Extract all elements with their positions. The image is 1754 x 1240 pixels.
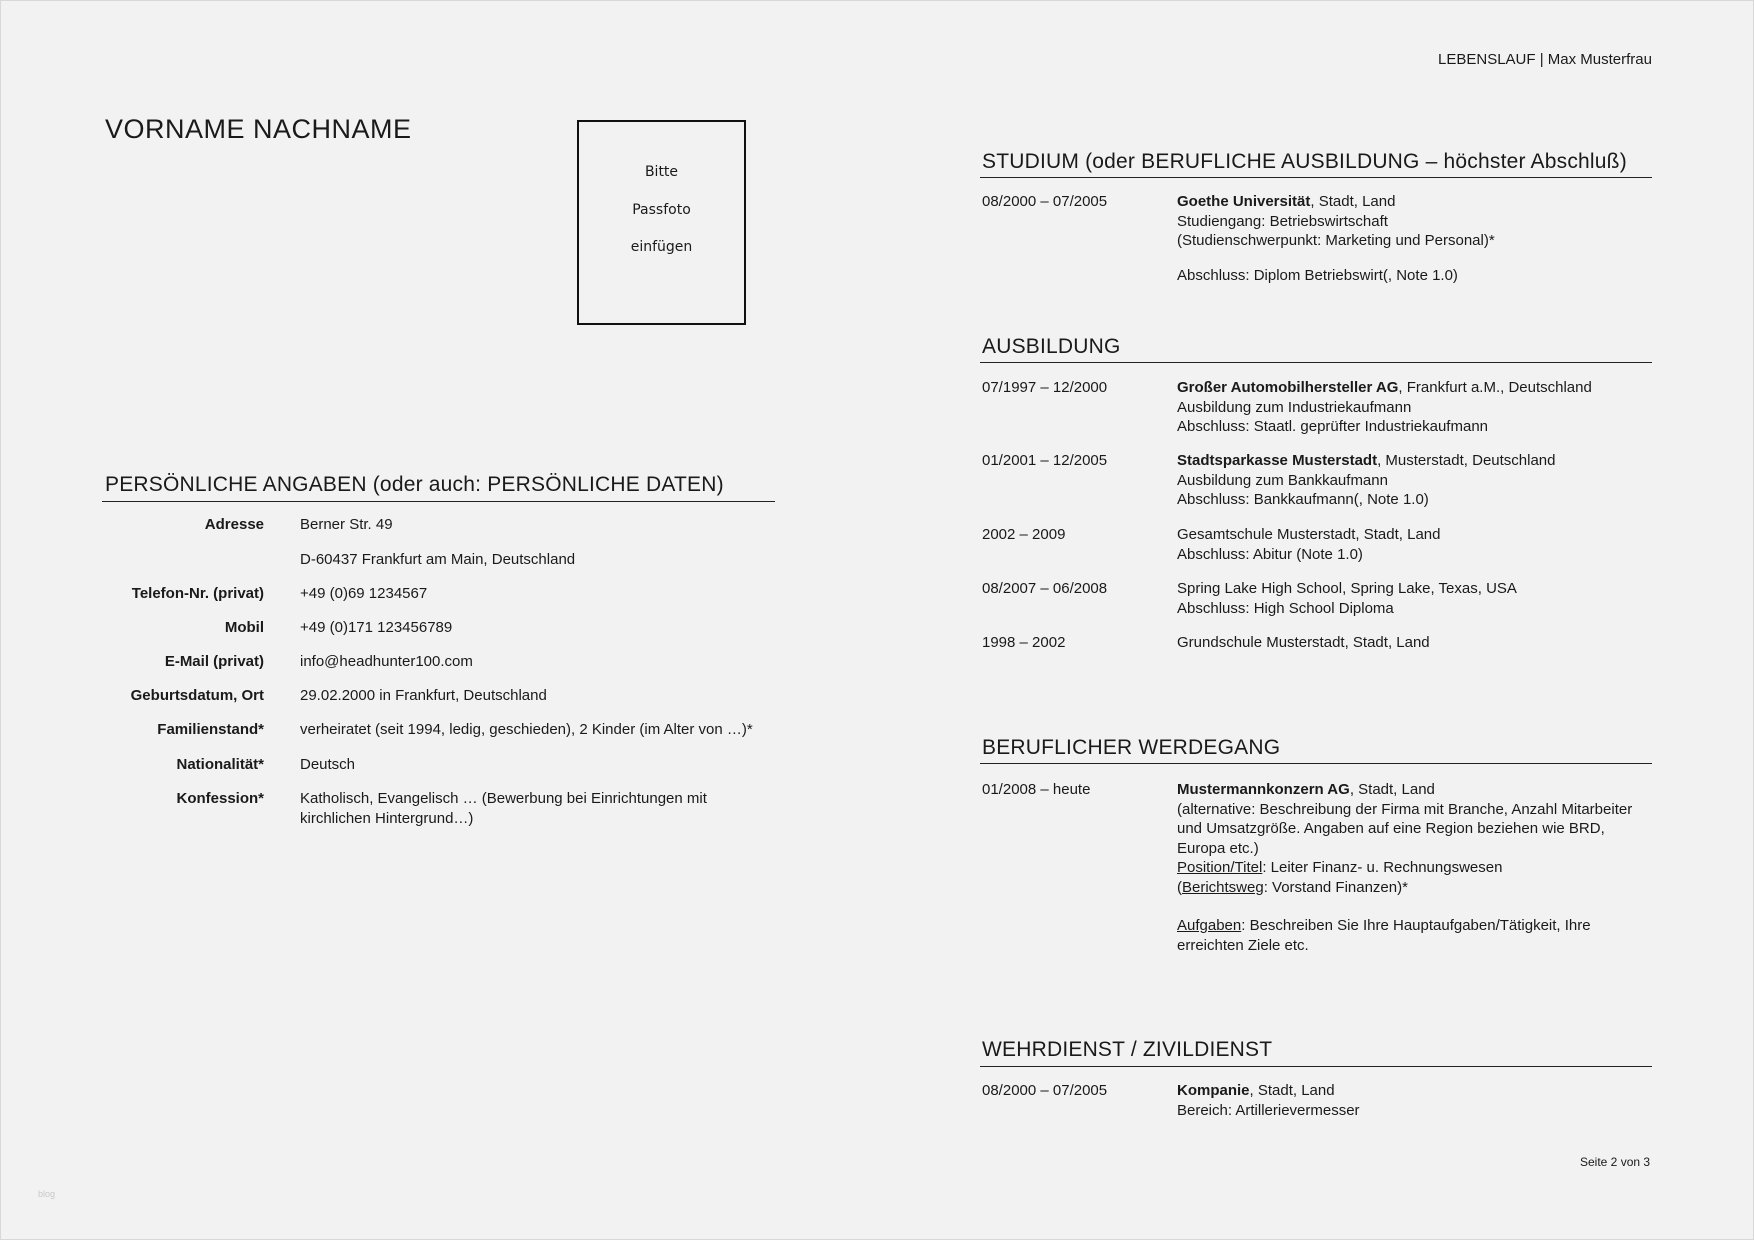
ausbildung-entry-2-line3: Abschluss: Bankkaufmann(, Note 1.0) xyxy=(1177,491,1429,508)
studium-org-location: , Stadt, Land xyxy=(1310,193,1396,210)
werdegang-org-location: , Stadt, Land xyxy=(1349,781,1435,798)
werdegang-tasks-label: Aufgaben xyxy=(1177,917,1242,934)
photo-text-line3: einfügen xyxy=(630,239,693,255)
value-mobile: +49 (0)171 123456789 xyxy=(300,619,453,636)
value-religion-line2: kirchlichen Hintergrund…) xyxy=(300,809,474,827)
wehrdienst-section-rule xyxy=(980,1066,1652,1067)
label-marital-status: Familienstand* xyxy=(157,721,264,738)
wehrdienst-area: Bereich: Artillerievermesser xyxy=(1177,1101,1360,1119)
value-nationality: Deutsch xyxy=(300,756,356,773)
ausbildung-entry-1 xyxy=(1177,378,1592,437)
personal-section-rule xyxy=(102,501,775,502)
ausbildung-entry-3 xyxy=(1177,525,1440,564)
label-birth: Geburtsdatum, Ort xyxy=(130,687,264,704)
ausbildung-entry-2-line2: Ausbildung zum Bankkaufmann xyxy=(1177,471,1388,489)
ausbildung-entry-1-line2: Ausbildung zum Industriekaufmann xyxy=(1177,398,1412,416)
label-religion: Konfession* xyxy=(176,790,264,807)
studium-degree: Abschluss: Diplom Betriebswirt(, Note 1.0) xyxy=(1177,266,1458,284)
wehrdienst-date: 08/2000 – 07/2005 xyxy=(982,1082,1108,1099)
ausbildung-entry-3-line2: Abschluss: Abitur (Note 1.0) xyxy=(1177,545,1363,563)
werdegang-desc-line3: Europa etc.) xyxy=(1177,839,1259,857)
ausbildung-entry-2-org: Stadtsparkasse Musterstadt xyxy=(1177,452,1378,469)
label-email: E-Mail (privat) xyxy=(164,653,264,670)
photo-text-line1: Bitte xyxy=(644,164,679,180)
werdegang-reporting-value: : Vorstand Finanzen)* xyxy=(1263,878,1408,896)
werdegang-desc-line1: (alternative: Beschreibung der Firma mit Branche, Anzahl Mitarbeiter xyxy=(1177,800,1633,818)
ausbildung-entry-1-date: 07/1997 – 12/2000 xyxy=(982,379,1108,396)
ausbildung-entry-1-org: Großer Automobilhersteller AG xyxy=(1177,379,1399,396)
value-address-city: D-60437 Frankfurt am Main, Deutschland xyxy=(300,551,576,568)
wehrdienst-org: Kompanie xyxy=(1177,1082,1250,1099)
werdegang-section-title: BERUFLICHER WERDEGANG xyxy=(982,736,1281,759)
photo-placeholder xyxy=(577,120,746,325)
label-phone: Telefon-Nr. (privat) xyxy=(131,585,264,602)
ausbildung-entry-1-line3: Abschluss: Staatl. geprüfter Industriekaufmann xyxy=(1177,418,1489,435)
ausbildung-entry-5-date: 1998 – 2002 xyxy=(982,634,1066,651)
value-religion xyxy=(300,789,707,828)
studium-section-rule xyxy=(980,177,1652,178)
ausbildung-entry-3-date: 2002 – 2009 xyxy=(982,526,1066,543)
page-header xyxy=(1438,51,1652,68)
ausbildung-entry-1-location: , Frankfurt a.M., Deutschland xyxy=(1398,379,1592,396)
label-nationality: Nationalität* xyxy=(176,756,264,773)
value-phone: +49 (0)69 1234567 xyxy=(300,585,428,602)
header-title: LEBENSLAUF xyxy=(1438,51,1536,68)
value-birth: 29.02.2000 in Frankfurt, Deutschland xyxy=(300,687,547,704)
label-mobile: Mobil xyxy=(224,619,264,636)
wehrdienst-section-title: WEHRDIENST / ZIVILDIENST xyxy=(982,1038,1273,1061)
werdegang-section-rule xyxy=(980,763,1652,764)
werdegang-tasks-value: : Beschreiben Sie Ihre Hauptaufgaben/Tätigkeit, Ihre xyxy=(1241,917,1591,934)
werdegang-reporting-open: ( xyxy=(1177,878,1182,896)
wehrdienst-details xyxy=(1177,1081,1360,1120)
label-address: Adresse xyxy=(204,516,264,533)
ausbildung-entry-5-line1: Grundschule Musterstadt, Stadt, Land xyxy=(1177,634,1430,651)
studium-details xyxy=(1177,192,1495,285)
page-number: Seite 2 von 3 xyxy=(1580,1155,1651,1169)
wehrdienst-org-location: , Stadt, Land xyxy=(1249,1082,1335,1099)
studium-date: 08/2000 – 07/2005 xyxy=(982,193,1108,210)
werdegang-reporting-label: Berichtsweg xyxy=(1182,878,1264,896)
werdegang-desc-line2: und Umsatzgröße. Angaben auf eine Region beziehen wie BRD, xyxy=(1177,820,1605,837)
werdegang-position-label: Position/Titel xyxy=(1177,859,1263,876)
header-subtitle: | Max Musterfrau xyxy=(1535,51,1652,68)
studium-org: Goethe Universität xyxy=(1177,193,1311,210)
value-religion-line1: Katholisch, Evangelisch … (Bewerbung bei Einrichtungen mit xyxy=(300,790,707,807)
ausbildung-entry-2 xyxy=(1177,451,1556,510)
werdegang-position-value: : Leiter Finanz- u. Rechnungswesen xyxy=(1262,859,1503,876)
ausbildung-section-rule xyxy=(980,362,1652,363)
studium-focus: (Studienschwerpunkt: Marketing und Personal)* xyxy=(1177,232,1495,249)
ausbildung-entry-2-date: 01/2001 – 12/2005 xyxy=(982,452,1108,469)
personal-section-title: PERSÖNLICHE ANGABEN (oder auch: PERSÖNLICHE DATEN) xyxy=(105,473,724,496)
ausbildung-section-title: AUSBILDUNG xyxy=(982,335,1121,358)
ausbildung-entry-4-date: 08/2007 – 06/2008 xyxy=(982,580,1108,597)
ausbildung-entry-2-location: , Musterstadt, Deutschland xyxy=(1377,452,1556,469)
studium-course: Studiengang: Betriebswirtschaft xyxy=(1177,212,1388,230)
applicant-name: VORNAME NACHNAME xyxy=(105,114,412,144)
value-address-street: Berner Str. 49 xyxy=(300,516,393,533)
ausbildung-entry-3-line1: Gesamtschule Musterstadt, Stadt, Land xyxy=(1177,526,1441,543)
value-marital-status: verheiratet (seit 1994, ledig, geschieden), 2 Kinder (im Alter von …)* xyxy=(300,721,753,738)
watermark: blog xyxy=(38,1189,56,1199)
werdegang-date: 01/2008 – heute xyxy=(982,781,1091,798)
werdegang-details xyxy=(1177,780,1632,955)
value-email: info@headhunter100.com xyxy=(300,653,473,670)
werdegang-tasks-value-line2: erreichten Ziele etc. xyxy=(1177,936,1309,954)
studium-section-title: STUDIUM (oder BERUFLICHE AUSBILDUNG – höchster Abschluß) xyxy=(982,150,1627,173)
ausbildung-entry-4 xyxy=(1177,579,1517,618)
werdegang-org: Mustermannkonzern AG xyxy=(1177,781,1350,798)
photo-text-line2: Passfoto xyxy=(632,202,691,218)
ausbildung-entry-4-line2: Abschluss: High School Diploma xyxy=(1177,599,1394,617)
ausbildung-entry-4-line1: Spring Lake High School, Spring Lake, Texas, USA xyxy=(1177,580,1517,597)
